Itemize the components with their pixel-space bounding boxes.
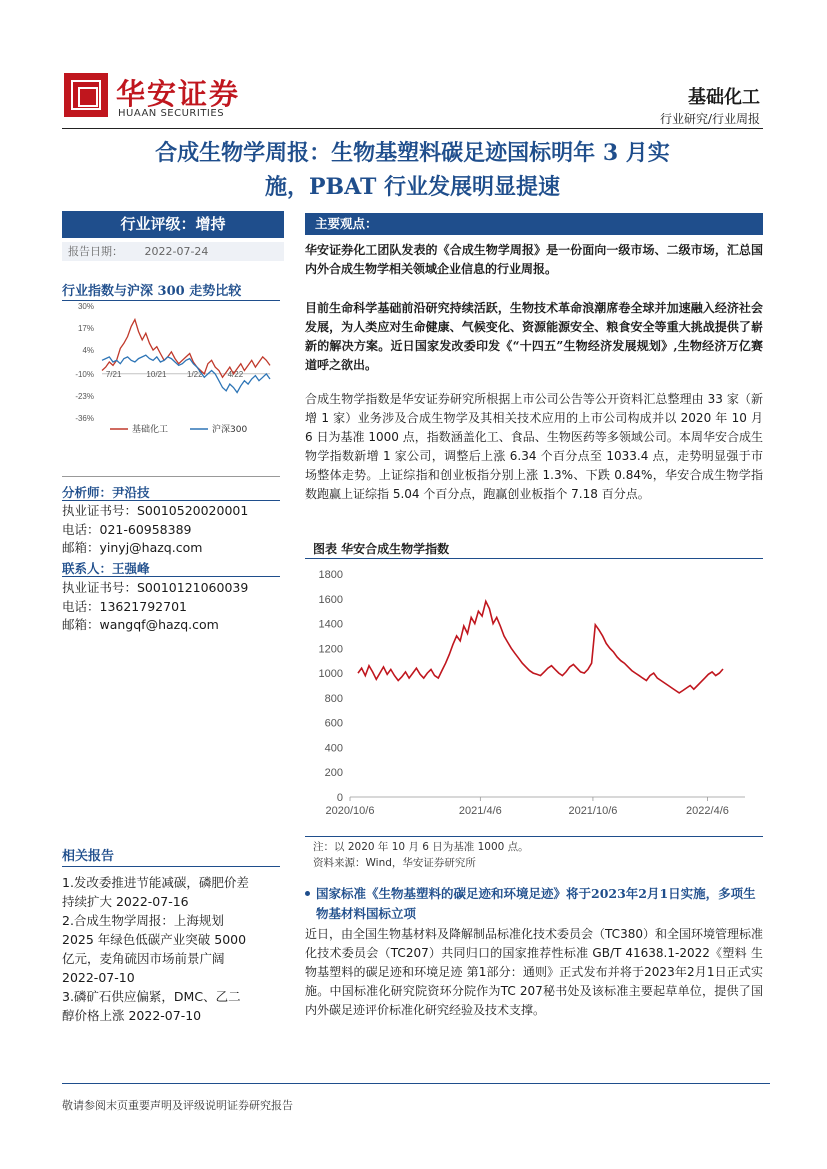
figure-top-divider <box>305 558 763 559</box>
main-paragraph-2: 目前生命科学基础前沿研究持续活跃，生物技术革命浪潮席卷全球并加速融入经济社会发展，为人类应对生命健康、气候变化、资源能源安全、粮食安全等重大挑战提供了崭新的解决方案。近日国家发改委印发《“十四五”生物经济发展规划》,生物经济万亿赛道呼之欲出。 <box>305 301 763 372</box>
y-tick-label: 17% <box>77 324 94 334</box>
contact-phone: 电话：13621792701 <box>62 598 187 614</box>
logo-en-text: HUAAN SECURITIES <box>118 108 225 119</box>
related-report-line[interactable]: 2.合成生物学周报：上海规划 <box>62 913 224 928</box>
x-tick-label: 10/21 <box>146 369 167 379</box>
title-line-2: 施，PBAT 行业发展明显提速 <box>264 174 561 200</box>
analyst-email[interactable]: 邮箱：yinyj@hazq.com <box>62 540 203 555</box>
y-tick-label: 4% <box>82 346 94 356</box>
analyst-heading: 分析师：尹沿技 <box>62 485 150 500</box>
footer-disclaimer: 敬请参阅末页重要声明及评级说明证券研究报告 <box>62 1099 293 1112</box>
x-tick-label: 2020/10/6 <box>325 805 375 817</box>
bullet-icon <box>305 891 310 896</box>
synthetic-biology-index-chart <box>305 562 763 822</box>
index-line <box>358 601 723 693</box>
sector-label: 基础化工 <box>688 87 760 108</box>
logo-cn-text: 华安证券 <box>116 77 241 111</box>
y-tick-label: 1400 <box>318 618 343 631</box>
y-tick-label: 600 <box>324 717 343 730</box>
x-tick-label: 4/22 <box>227 369 244 379</box>
index-chart-title: 行业指数与沪深 300 走势比较 <box>62 284 242 299</box>
news-headline: 国家标准《生物基塑料的碳足迹和环境足迹》将于2023年2月1日实施，多项生物基材料国标立项 <box>316 886 756 921</box>
header-divider <box>62 128 763 129</box>
x-tick-label: 2022/4/6 <box>686 805 729 817</box>
analyst-phone: 电话：021-60958389 <box>62 521 192 537</box>
y-tick-label: 1800 <box>318 569 343 581</box>
related-report-line[interactable]: 持续扩大 2022-07-16 <box>62 894 189 909</box>
legend-label: 沪深300 <box>212 425 248 435</box>
y-tick-label: 1000 <box>318 668 343 681</box>
industry-vs-csi300-chart <box>62 300 284 440</box>
contact-info <box>62 579 248 635</box>
related-reports-divider <box>62 866 280 867</box>
contact-heading: 联系人：王强峰 <box>62 561 150 576</box>
y-tick-label: -36% <box>75 414 94 423</box>
figure-bottom-divider <box>305 836 763 837</box>
series-line <box>102 320 270 378</box>
contact-divider <box>62 576 280 577</box>
y-tick-label: 1200 <box>318 643 343 656</box>
y-tick-label: 30% <box>77 302 94 311</box>
main-paragraph-3: 合成生物学指数是华安证券研究所根据上市公司公告等公开资料汇总整理由 33 家（新增 1 家）业务涉及合成生物学及其相关技术应用的上市公司构成并以 2020 年 10 月 6 日为基准 1000 点，指数涵盖化工、食品、生物医药等多领域公司。本周华安合成生物学指数新增 1 家公司，调整后上涨 6.34 个百分点至 1033.4 点，走势明显强于市场整体走势。上证综指和创业板指分别上涨 1.3%、下跌 0.84%，华安合成生物学指数跑赢上证综指 5.04 个百分点，跑赢创业板指个 7.18 百分点。 <box>305 392 763 501</box>
x-tick-label: 2021/10/6 <box>568 805 618 817</box>
figure-note: 注：以 2020 年 10 月 6 日为基准 1000 点。 <box>313 841 529 853</box>
x-tick-label: 2021/4/6 <box>458 805 502 817</box>
figure-source: 资料来源：Wind，华安证券研究所 <box>313 857 476 869</box>
title-line-1: 合成生物学周报：生物基塑料碳足迹国标明年 3 月实 <box>155 140 670 166</box>
y-tick-label: -10% <box>75 369 94 379</box>
analyst-license: 执业证书号：S0010520020001 <box>62 503 249 518</box>
y-tick-label: 800 <box>324 692 343 705</box>
report-date-value: 2022-07-24 <box>144 245 209 258</box>
analyst-divider <box>62 500 280 501</box>
y-tick-label: 1600 <box>318 593 343 606</box>
related-report-line[interactable]: 1.发改委推进节能减碳，磷肥价差 <box>62 875 249 890</box>
figure-title: 图表 华安合成生物学指数 <box>313 542 450 556</box>
contact-email[interactable]: 邮箱：wangqf@hazq.com <box>62 617 219 632</box>
main-points-label: 主要观点： <box>315 216 378 231</box>
x-tick-label: 1/22 <box>187 369 203 379</box>
company-logo <box>64 73 108 117</box>
main-paragraph-1: 华安证券化工团队发表的《合成生物学周报》是一份面向一级市场、二级市场，汇总国内外合成生物学相关领域企业信息的行业周报。 <box>305 243 763 276</box>
x-tick-label: 7/21 <box>105 369 122 379</box>
related-reports-list <box>62 873 280 1025</box>
related-report-line[interactable]: 2022-07-10 <box>62 970 135 985</box>
footer-divider <box>62 1083 770 1084</box>
report-title <box>62 136 763 204</box>
report-date-row <box>62 242 284 261</box>
y-tick-label: 200 <box>324 767 343 780</box>
chart-bottom-divider <box>62 476 280 477</box>
y-tick-label: -23% <box>75 391 94 401</box>
contact-license: 执业证书号：S0010121060039 <box>62 580 249 595</box>
related-reports-title: 相关报告 <box>62 849 115 864</box>
main-points-heading <box>305 213 763 235</box>
related-report-line[interactable]: 亿元，麦角硫因市场前景广阔 <box>62 951 225 966</box>
related-report-line[interactable]: 醇价格上涨 2022-07-10 <box>62 1008 202 1023</box>
industry-rating: 行业评级：增持 <box>62 211 284 238</box>
report-date-label: 报告日期： <box>68 245 123 258</box>
analyst-info <box>62 502 248 558</box>
related-report-line[interactable]: 3.磷矿石供应偏紧，DMC、乙二 <box>62 989 241 1004</box>
category-label: 行业研究/行业周报 <box>659 112 760 126</box>
y-tick-label: 0 <box>336 792 343 804</box>
y-tick-label: 400 <box>324 742 343 755</box>
news-paragraph: 近日，由全国生物基材料及降解制品标准化技术委员会（TC380）和全国环境管理标准化技术委员会（TC207）共同归口的国家推荐性标准 GB/T 41638.1-2022《塑料 生物基塑料的碳足迹和环境足迹 第1部分：通则》正式发布并将于2023年2月1日正式实施。中国标准化研究院资环分院作为TC 207秘书处及该标准主要起草单位，提供了国内外碳足迹评价标准化研究经验及技术支撑。 <box>305 927 763 1017</box>
related-report-line[interactable]: 2025 年绿色低碳产业突破 5000 <box>62 932 247 947</box>
legend-label: 基础化工 <box>132 425 169 435</box>
